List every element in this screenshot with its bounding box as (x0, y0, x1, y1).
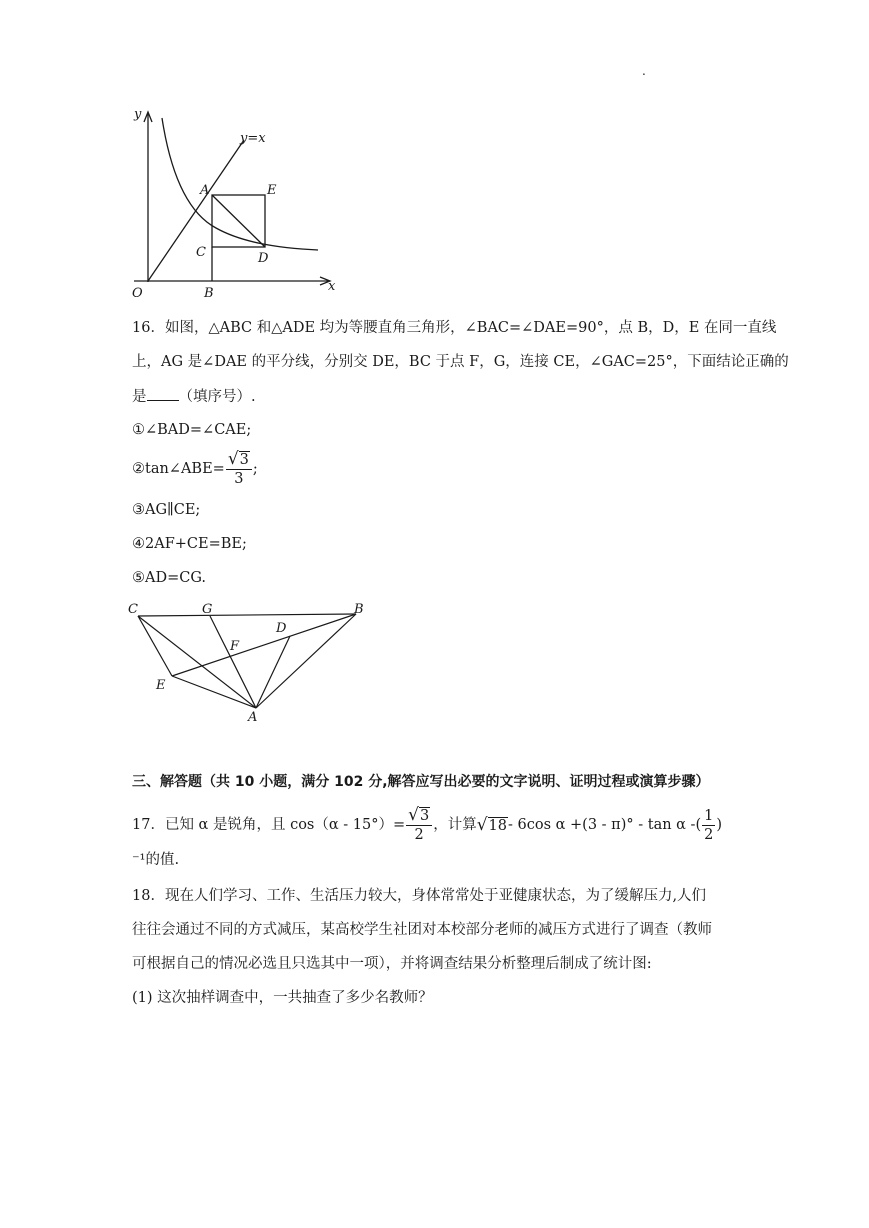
segment-eb (172, 614, 356, 676)
q16-line3 (132, 386, 256, 407)
q18-line1: 18．现在人们学习、工作、生活压力较大，身体常常处于亚健康状态，为了缓解压力,人们 (132, 888, 707, 904)
label-g: G (202, 602, 213, 617)
q16-line3-pre: 是 (132, 389, 147, 405)
segment-ba (256, 614, 356, 708)
q17-half-den: 2 (704, 826, 714, 843)
q16-option2-num: 3 (239, 452, 249, 468)
q17-sqrt-val: 18 (488, 817, 507, 834)
q16-option2-den: 3 (234, 471, 244, 487)
segment-ca (138, 616, 256, 708)
label-c2: C (128, 602, 138, 617)
q17-frac-den: 2 (414, 827, 424, 843)
q16-option2 (132, 450, 258, 488)
q17-pre: 17．已知 α 是锐角，且 cos（α - 15°）= (132, 817, 406, 833)
label-f: F (230, 639, 240, 654)
q18-sub1: (1) 这次抽样调查中，一共抽查了多少名教师？ (132, 990, 433, 1006)
q17-close: ) (716, 817, 723, 833)
segment-ea (172, 676, 256, 708)
q16-option1: ①∠BAD=∠CAE; (132, 422, 252, 438)
label-b2: B (354, 602, 364, 617)
segment-cb (138, 614, 356, 616)
answer-blank (147, 386, 179, 401)
page-mark: . (642, 64, 646, 78)
q16-option2-fraction: $\frac{√3}{3}$ (226, 450, 252, 488)
label-c: C (196, 245, 206, 260)
q18-line2: 往往会通过不同的方式减压，某高校学生社团对本校部分老师的减压方式进行了调查（教师 (132, 922, 712, 938)
figure-triangles (124, 598, 374, 728)
segment-ga (210, 616, 256, 708)
label-line: y=x (240, 131, 266, 146)
q17-line2: ⁻¹的值. (132, 852, 180, 868)
q18-line3: 可根据自己的情况必选且只选其中一项），并将调查结果分析整理后制成了统计图: (132, 956, 652, 972)
q17-frac-num: 3 (419, 808, 430, 824)
q17-post: - 6cos α +(3 - π)° - tan α -( (508, 817, 702, 833)
q16-option5: ⑤AD=CG. (132, 570, 207, 586)
segment-ce (138, 616, 172, 676)
q17-line1 (132, 806, 722, 844)
label-o: O (132, 286, 143, 300)
q17-mid: ，计算 (433, 817, 477, 833)
label-e2: E (156, 678, 166, 693)
section-heading: 三、解答题（共 10 小题，满分 102 分,解答应写出必要的文字说明、证明过程或演算步骤） (132, 774, 710, 790)
label-d: D (258, 251, 269, 266)
q16-line2: 上，AG 是∠DAE 的平分线，分别交 DE，BC 于点 F，G，连接 CE，∠GAC=25°，下面结论正确的 (132, 354, 789, 370)
q16-option2-post: ; (252, 461, 258, 477)
label-x: x (328, 279, 336, 294)
q17-sqrt: √18 (476, 814, 507, 835)
q16-option3: ③AG∥CE; (132, 502, 201, 518)
segment-ad (212, 195, 265, 247)
q17-half-num: 1 (704, 807, 714, 824)
q17-half-fraction (702, 807, 715, 844)
segment-da (256, 636, 290, 708)
q16-option2-pre: ②tan∠ABE= (132, 461, 225, 477)
q16-line1: 16．如图，△ABC 和△ADE 均为等腰直角三角形，∠BAC=∠DAE=90°，点 B，D，E 在同一直线 (132, 320, 777, 336)
label-b: B (204, 286, 214, 300)
label-d2: D (276, 621, 287, 636)
q17-cos-fraction: $\frac{√3}{2}$ (406, 806, 432, 844)
label-e: E (267, 183, 277, 198)
q16-option4: ④2AF+CE=BE; (132, 536, 247, 552)
label-a2: A (248, 710, 258, 725)
label-y: y (134, 107, 142, 122)
figure-hyperbola-square (126, 100, 346, 300)
label-a: A (200, 183, 210, 198)
q16-line3-post: （填序号）. (178, 389, 256, 405)
